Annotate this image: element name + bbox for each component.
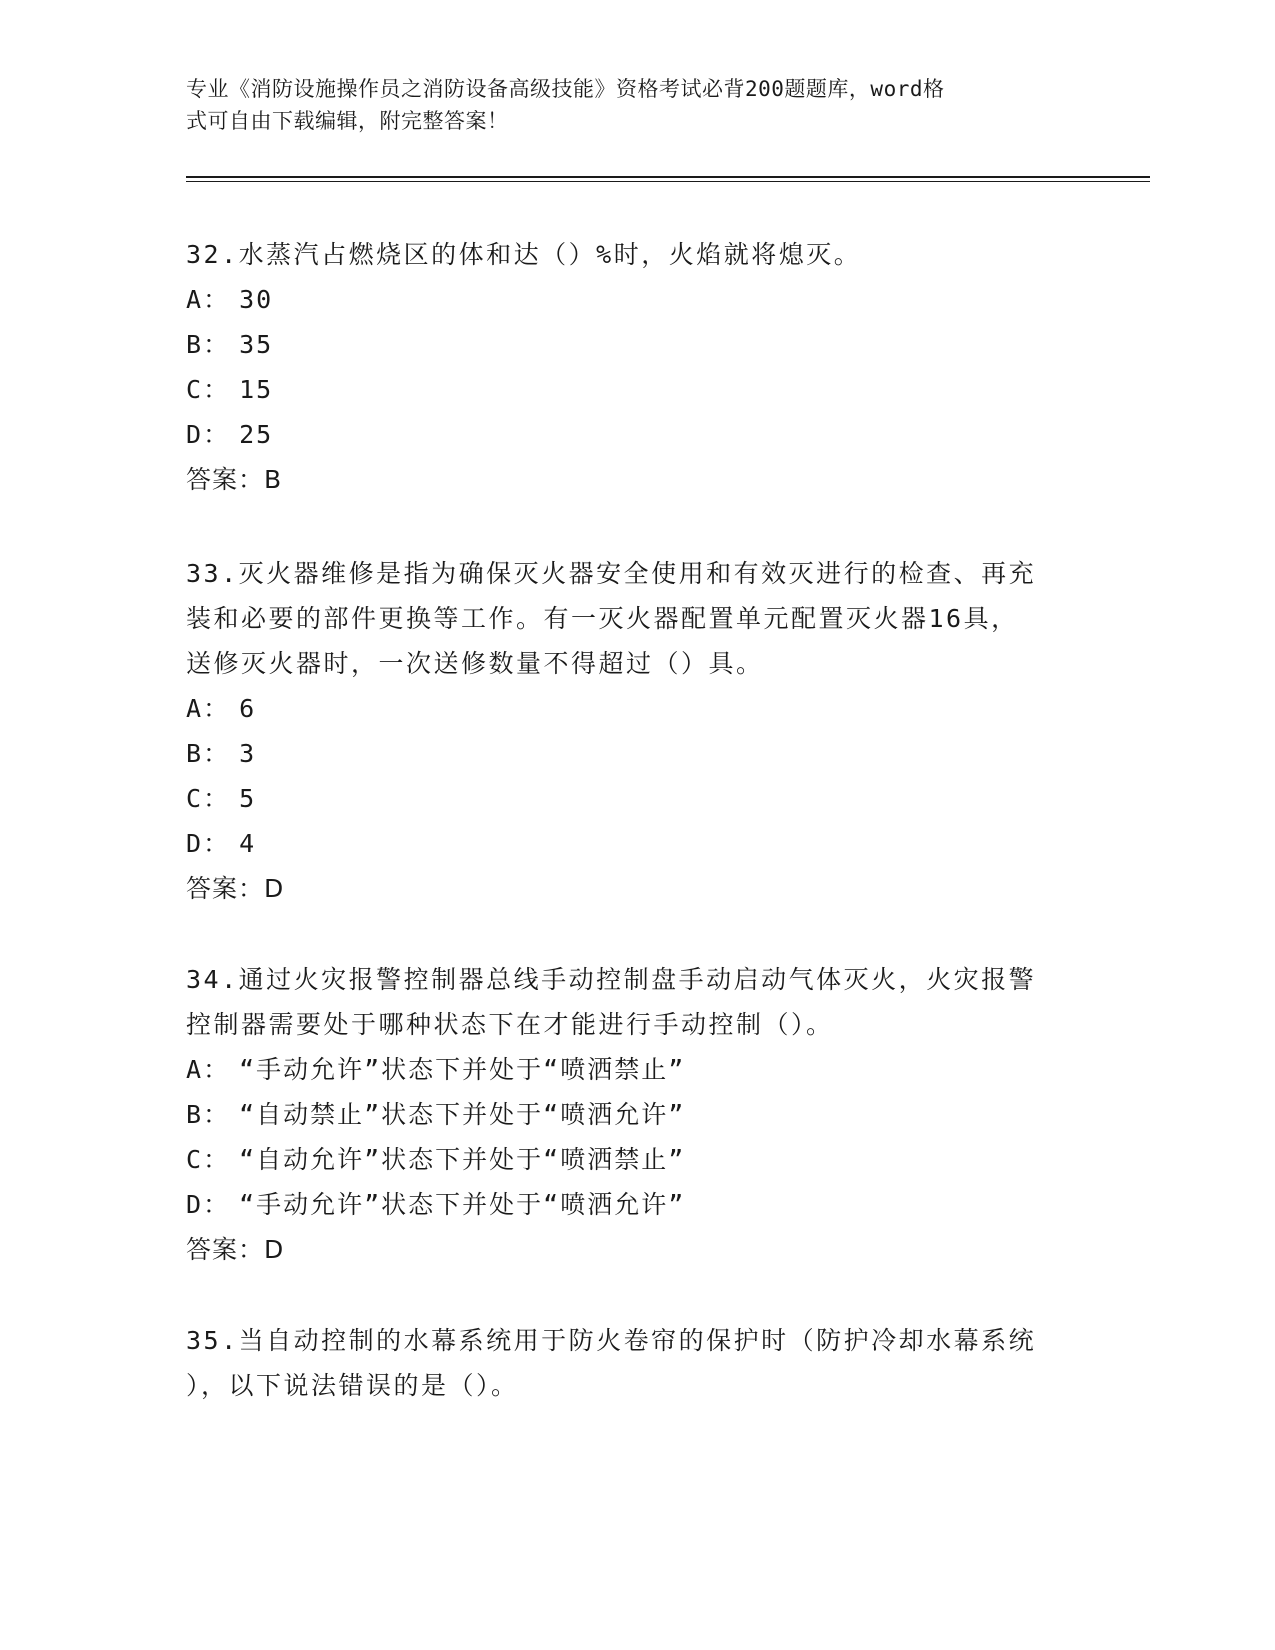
question-line: 灭火器维修是指为确保灭火器安全使用和有效灭进行的检查、再充 — [238, 559, 1037, 588]
question-line: 装和必要的部件更换等工作。有一灭火器配置单元配置灭火器16具， — [186, 604, 1019, 633]
option-key: C — [186, 1145, 204, 1174]
header-rule-thin — [186, 181, 1150, 182]
option-c: C ： 5 — [186, 776, 1086, 821]
option-text: 5 — [239, 784, 257, 813]
question-line: 送修灭火器时，一次送修数量不得超过（）具。 — [186, 649, 764, 678]
answer-line — [186, 866, 1086, 911]
option-key: C — [186, 375, 204, 404]
option-text: 15 — [239, 375, 274, 404]
option-d: D ： 4 — [186, 821, 1086, 866]
document-header — [186, 73, 1066, 137]
option-a: A ： 30 — [186, 277, 1086, 322]
answer-label: 答案： — [186, 1235, 265, 1264]
question-stem — [186, 551, 1086, 596]
option-text: 3 — [239, 739, 257, 768]
answer-label: 答案： — [186, 465, 265, 494]
option-key: A — [186, 285, 204, 314]
option-b: B ： “自动禁止”状态下并处于“喷洒允许” — [186, 1092, 1086, 1137]
header-rule-thick — [186, 176, 1150, 178]
option-a: A ： 6 — [186, 686, 1086, 731]
option-b: B ： 3 — [186, 731, 1086, 776]
option-text: “自动允许”状态下并处于“喷洒禁止” — [239, 1145, 686, 1174]
option-key: D — [186, 1190, 204, 1219]
question-number: 35. — [186, 1326, 239, 1355]
option-text: “自动禁止”状态下并处于“喷洒允许” — [239, 1100, 686, 1129]
option-key: B — [186, 330, 204, 359]
question-number: 34. — [186, 965, 239, 994]
option-a: A ： “手动允许”状态下并处于“喷洒禁止” — [186, 1047, 1086, 1092]
option-key: B — [186, 739, 204, 768]
option-b: B ： 35 — [186, 322, 1086, 367]
answer-value: B — [264, 465, 283, 494]
question-number: 32. — [186, 240, 239, 269]
option-text: “手动允许”状态下并处于“喷洒允许” — [239, 1190, 686, 1219]
option-d: D ： “手动允许”状态下并处于“喷洒允许” — [186, 1182, 1086, 1227]
question-line: 当自动控制的水幕系统用于防火卷帘的保护时（防护冷却水幕系统 — [238, 1326, 1037, 1355]
question-32 — [186, 232, 1086, 502]
question-stem — [186, 232, 1086, 277]
answer-value: D — [264, 874, 285, 903]
option-text: 35 — [239, 330, 274, 359]
option-text: “手动允许”状态下并处于“喷洒禁止” — [239, 1055, 686, 1084]
option-text: 25 — [239, 420, 274, 449]
question-34 — [186, 957, 1086, 1272]
header-line-2: 式可自由下载编辑，附完整答案！ — [186, 109, 509, 133]
option-key: A — [186, 1055, 204, 1084]
question-stem — [186, 957, 1086, 1002]
question-33 — [186, 551, 1086, 911]
option-d: D ： 25 — [186, 412, 1086, 457]
option-text: 4 — [239, 829, 257, 858]
question-line: 水蒸汽占燃烧区的体和达（）%时，火焰就将熄灭。 — [238, 240, 862, 269]
question-number: 33. — [186, 559, 239, 588]
option-key: B — [186, 1100, 204, 1129]
option-key: D — [186, 829, 204, 858]
option-key: D — [186, 420, 204, 449]
option-c: C ： 15 — [186, 367, 1086, 412]
option-c: C ： “自动允许”状态下并处于“喷洒禁止” — [186, 1137, 1086, 1182]
question-35 — [186, 1318, 1086, 1408]
question-line: 控制器需要处于哪种状态下在才能进行手动控制（）。 — [186, 1010, 834, 1039]
question-line: 通过火灾报警控制器总线手动控制盘手动启动气体灭火，火灾报警 — [238, 965, 1037, 994]
option-key: C — [186, 784, 204, 813]
option-text: 6 — [239, 694, 257, 723]
answer-label: 答案： — [186, 874, 265, 903]
header-line-1: 专业《消防设施操作员之消防设备高级技能》资格考试必背200题题库，word格 — [186, 77, 945, 101]
question-line: ），以下说法错误的是（）。 — [186, 1371, 519, 1400]
option-text: 30 — [239, 285, 274, 314]
question-stem — [186, 1318, 1086, 1363]
answer-line — [186, 1227, 1086, 1272]
option-key: A — [186, 694, 204, 723]
answer-line — [186, 457, 1086, 502]
answer-value: D — [264, 1235, 285, 1264]
